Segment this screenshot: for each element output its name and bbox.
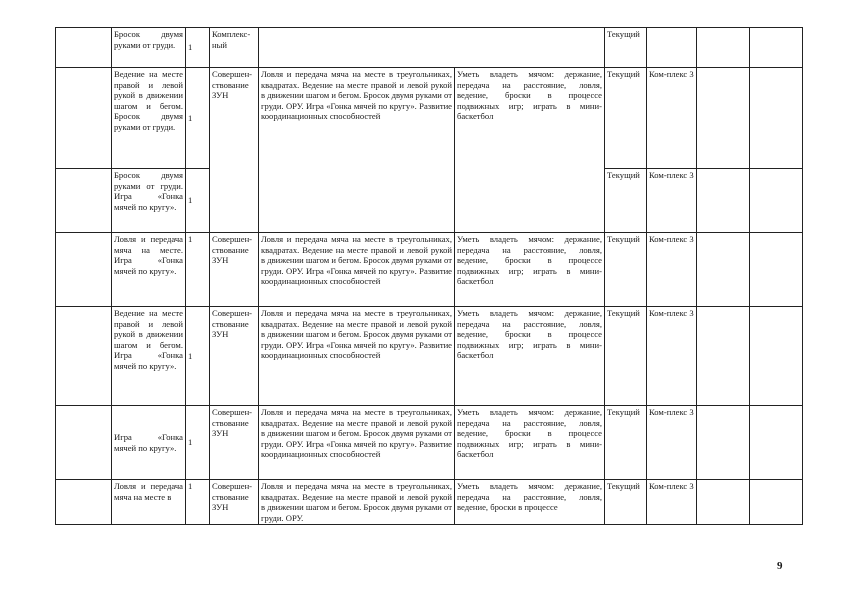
lesson-number-cell [56, 233, 112, 307]
requirements-cell: Уметь владеть мячом: держание, передача на расстояние, ловля, ведение, броски в процессе подвижных игр; играть в мини-баскетбол [455, 68, 605, 233]
control-cell: Текущий [605, 406, 647, 480]
homework-cell: Ком-плекс 3 [647, 68, 697, 169]
homework-cell: Ком-плекс 3 [647, 307, 697, 406]
date-plan-cell [697, 406, 750, 480]
lesson-number-cell [56, 169, 112, 233]
hours-cell: 1 [186, 406, 210, 480]
date-plan-cell [697, 68, 750, 169]
date-plan-cell [697, 233, 750, 307]
hours-cell: 1 [186, 307, 210, 406]
elements-cell: Ловля и передача мяча на месте в треугольниках, квадратах. Ведение на месте правой и левой рукой в движении шагом и бегом. Бросок двумя руками от груди. ОРУ. Игра «Гонка мячей по кругу». Развитие координационных способностей [259, 406, 455, 480]
requirements-cell: Уметь владеть мячом: держание, передача на расстояние, ловля, ведение, броски в процессе подвижных игр; играть в мини-баскетбол [455, 307, 605, 406]
date-fact-cell [750, 233, 803, 307]
table-row [56, 233, 803, 307]
date-fact-cell [750, 68, 803, 169]
hours-cell: 1 [186, 28, 210, 68]
control-cell: Текущий [605, 480, 647, 525]
lesson-plan-table [55, 27, 803, 525]
lesson-type-cell: Совершен-ствование ЗУН [210, 480, 259, 525]
lesson-number-cell [56, 480, 112, 525]
date-fact-cell [750, 406, 803, 480]
control-cell: Текущий [605, 169, 647, 233]
requirements-cell: Уметь владеть мячом: держание, передача на расстояние, ловля, ведение, броски в процессе [455, 480, 605, 525]
elements-cell [259, 28, 605, 68]
hours-cell: 1 [186, 233, 210, 307]
topic-cell: Ведение на месте правой и левой рукой в движении шагом и бегом. Бросок двумя руками от груди. [112, 68, 186, 169]
elements-cell: Ловля и передача мяча на месте в треугольниках, квадратах. Ведение на месте правой и левой рукой в движении шагом и бегом. Бросок двумя руками от груди. ОРУ. [259, 480, 455, 525]
table-row [56, 68, 803, 169]
page-number: 9 [777, 560, 783, 572]
table-row [56, 28, 803, 68]
date-plan-cell [697, 28, 750, 68]
elements-cell: Ловля и передача мяча на месте в треугольниках, квадратах. Ведение на месте правой и левой рукой в движении шагом и бегом. Бросок двумя руками от груди. ОРУ. Игра «Гонка мячей по кругу». Развитие координационных способностей [259, 68, 455, 233]
hours-cell: 1 [186, 68, 210, 169]
table-row [56, 480, 803, 525]
elements-cell: Ловля и передача мяча на месте в треугольниках, квадратах. Ведение на месте правой и левой рукой в движении шагом и бегом. Бросок двумя руками от груди. ОРУ. Игра «Гонка мячей по кругу». Развитие координационных способностей [259, 233, 455, 307]
date-fact-cell [750, 169, 803, 233]
topic-cell: Ловля и передача мяча на месте в [112, 480, 186, 525]
lesson-number-cell [56, 68, 112, 169]
elements-cell: Ловля и передача мяча на месте в треугольниках, квадратах. Ведение на месте правой и левой рукой в движении шагом и бегом. Бросок двумя руками от груди. ОРУ. Игра «Гонка мячей по кругу». Развитие координационных способностей [259, 307, 455, 406]
lesson-type-cell: Совершен-ствование ЗУН [210, 406, 259, 480]
topic-cell: Бросок двумя руками от груди. Игра «Гонка мячей по кругу». [112, 169, 186, 233]
homework-cell: Ком-плекс 3 [647, 406, 697, 480]
control-cell: Текущий [605, 307, 647, 406]
lesson-number-cell [56, 307, 112, 406]
lesson-type-cell: Совершен-ствование ЗУН [210, 307, 259, 406]
control-cell: Текущий [605, 68, 647, 169]
lesson-type-cell: Совершен-ствование ЗУН [210, 233, 259, 307]
homework-cell: Ком-плекс 3 [647, 233, 697, 307]
topic-cell: Игра «Гонка мячей по кругу». [112, 406, 186, 480]
date-plan-cell [697, 169, 750, 233]
topic-cell: Ведение на месте правой и левой рукой в движении шагом и бегом. Игра «Гонка мячей по кругу». [112, 307, 186, 406]
hours-cell: 1 [186, 480, 210, 525]
lesson-type-cell: Комплекс-ный [210, 28, 259, 68]
topic-cell: Ловля и передача мяча на месте. Игра «Гонка мячей по кругу». [112, 233, 186, 307]
date-fact-cell [750, 28, 803, 68]
hours-cell: 1 [186, 169, 210, 233]
table-row [56, 307, 803, 406]
homework-cell [647, 28, 697, 68]
date-fact-cell [750, 307, 803, 406]
lesson-number-cell [56, 406, 112, 480]
date-plan-cell [697, 480, 750, 525]
date-fact-cell [750, 480, 803, 525]
control-cell: Текущий [605, 233, 647, 307]
lesson-type-cell: Совершен-ствование ЗУН [210, 68, 259, 233]
table-row [56, 406, 803, 480]
requirements-cell: Уметь владеть мячом: держание, передача на расстояние, ловля, ведение, броски в процессе подвижных игр; играть в мини-баскетбол [455, 406, 605, 480]
date-plan-cell [697, 307, 750, 406]
requirements-cell: Уметь владеть мячом: держание, передача на расстояние, ловля, ведение, броски в процессе подвижных игр; играть в мини-баскетбол [455, 233, 605, 307]
lesson-number-cell [56, 28, 112, 68]
control-cell: Текущий [605, 28, 647, 68]
topic-cell: Бросок двумя руками от груди. [112, 28, 186, 68]
homework-cell: Ком-плекс 3 [647, 480, 697, 525]
homework-cell: Ком-плекс 3 [647, 169, 697, 233]
